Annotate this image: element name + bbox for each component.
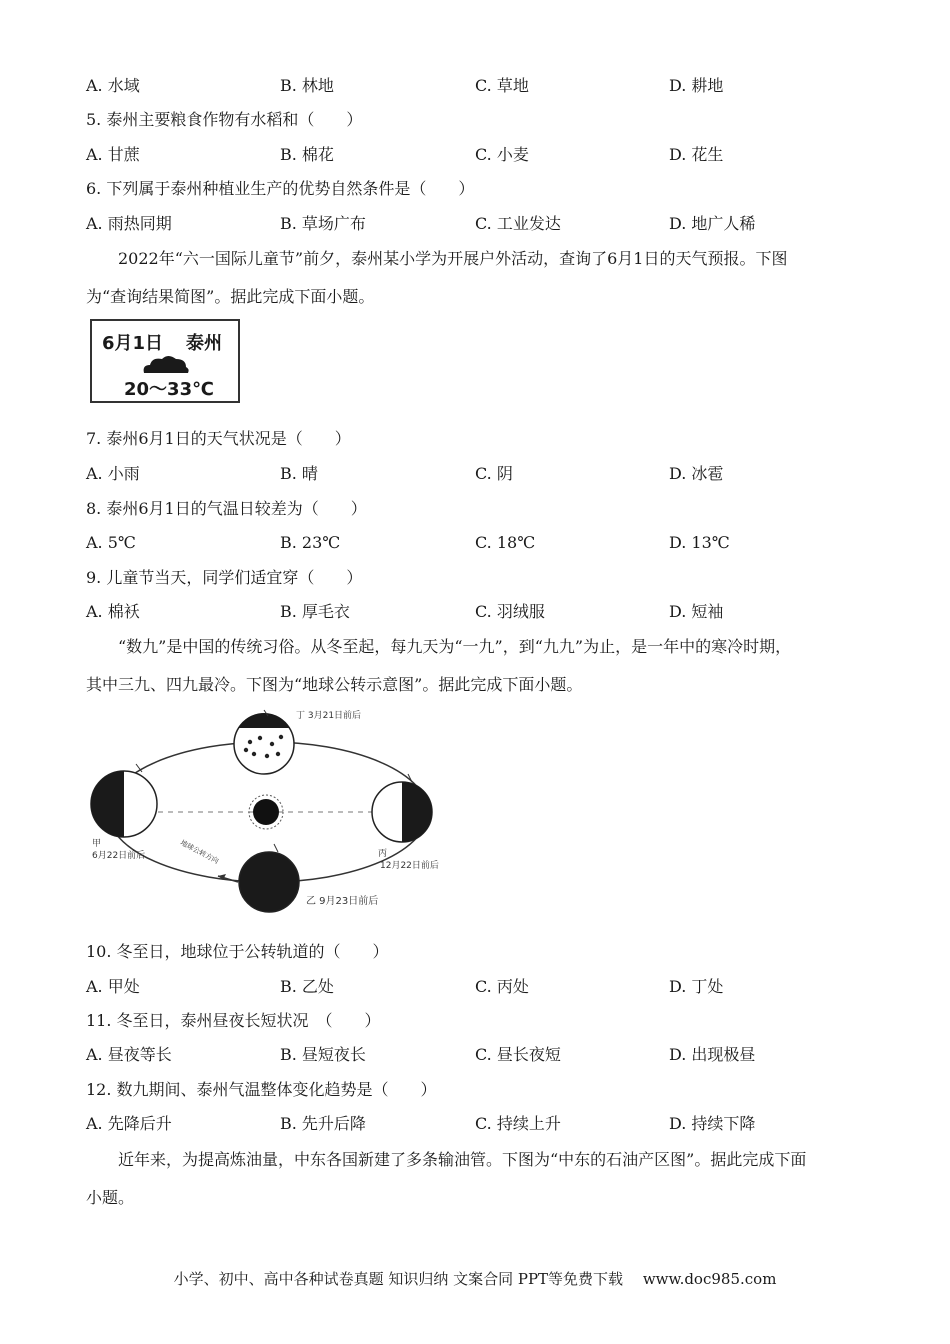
q7-option-d: D. 冰雹 [669,464,724,483]
q5-option-c: C. 小麦 [475,145,529,164]
q8-option-a: A. 5℃ [86,533,136,552]
q12-option-a: A. 先降后升 [86,1114,172,1133]
weather-city: 泰州 [186,333,222,354]
q12-option-d: D. 持续下降 [669,1114,756,1133]
weather-temperature: 20～33℃ [124,379,214,400]
label-orbit-direction: 地球公转方向 [179,838,220,866]
q6-option-d: D. 地广人稀 [669,214,756,233]
intro1-line2: 为“查询结果简图”。据此完成下面小题。 [86,287,375,306]
q7-stem: 7. 泰州6月1日的天气状况是（ ） [86,429,351,448]
q4-option-c: C. 草地 [475,76,529,95]
q10-option-d: D. 丁处 [669,977,724,996]
q7-option-c: C. 阴 [475,464,513,483]
label-yi: 乙 9月23日前后 [306,896,379,907]
q5-option-b: B. 棉花 [280,145,334,164]
q12-option-c: C. 持续上升 [475,1114,561,1133]
label-bing-date: 12月22日前后 [380,861,439,871]
q9-stem: 9. 儿童节当天，同学们适宜穿（ ） [86,568,363,587]
intro3-line1: 近年来，为提高炼油量，中东各国新建了多条输油管。下图为“中东的石油产区图”。据此完成下面 [118,1150,807,1169]
q5-stem: 5. 泰州主要粮食作物有水稻和（ ） [86,110,363,129]
q11-option-c: C. 昼长夜短 [475,1045,561,1064]
q10-option-b: B. 乙处 [280,977,334,996]
q10-option-a: A. 甲处 [86,977,140,996]
q11-option-a: A. 昼夜等长 [86,1045,172,1064]
earth-ding [234,709,361,774]
cloudy-icon [140,353,190,375]
earth-yi [239,844,378,912]
q6-option-c: C. 工业发达 [475,214,561,233]
intro2-line2: 其中三九、四九最冷。下图为“地球公转示意图”。据此完成下面小题。 [86,675,583,694]
q12-stem: 12. 数九期间、泰州气温整体变化趋势是（ ） [86,1080,437,1099]
earth-revolution-diagram [88,704,448,914]
label-ding: 丁 3月21日前后 [296,711,362,721]
q10-option-c: C. 丙处 [475,977,529,996]
q8-option-c: C. 18℃ [475,533,536,552]
q8-option-b: B. 23℃ [280,533,341,552]
label-jia-date: 6月22日前后 [92,851,146,861]
q6-option-a: A. 雨热同期 [86,214,172,233]
intro2-line1: “数九”是中国的传统习俗。从冬至起，每九天为“一九”，到“九九”为止，是一年中的寒冷时期， [118,637,792,656]
page-footer: 小学、初中、高中各种试卷真题 知识归纳 文案合同 PPT等免费下载 www.doc985.com [173,1270,777,1288]
q6-option-b: B. 草场广布 [280,214,366,233]
label-bing: 丙 [378,849,388,859]
q9-option-d: D. 短袖 [669,602,724,621]
intro3-line2: 小题。 [86,1188,135,1207]
sun-icon [253,799,279,825]
q11-option-b: B. 昼短夜长 [280,1045,366,1064]
q4-option-d: D. 耕地 [669,76,724,95]
q8-option-d: D. 13℃ [669,533,730,552]
earth-bing [372,774,439,871]
intro1-line1: 2022年“六一国际儿童节”前夕，泰州某小学为开展户外活动，查询了6月1日的天气预报。下图 [118,249,788,268]
q7-option-a: A. 小雨 [86,464,140,483]
q4-option-b: B. 林地 [280,76,334,95]
earth-jia [91,764,157,861]
q7-option-b: B. 晴 [280,464,318,483]
q11-option-d: D. 出现极昼 [669,1045,756,1064]
q10-stem: 10. 冬至日，地球位于公转轨道的（ ） [86,942,389,961]
q9-option-c: C. 羽绒服 [475,602,545,621]
weather-forecast-card [90,319,240,403]
weather-date: 6月1日 [102,333,164,354]
q12-option-b: B. 先升后降 [280,1114,366,1133]
q8-stem: 8. 泰州6月1日的气温日较差为（ ） [86,499,367,518]
q6-stem: 6. 下列属于泰州种植业生产的优势自然条件是（ ） [86,179,475,198]
label-jia: 甲 [92,839,102,849]
q9-option-b: B. 厚毛衣 [280,602,350,621]
q11-stem: 11. 冬至日，泰州昼夜长短状况 （ ） [86,1011,381,1030]
q5-option-a: A. 甘蔗 [86,145,140,164]
q9-option-a: A. 棉袄 [86,602,140,621]
q5-option-d: D. 花生 [669,145,724,164]
q4-option-a: A. 水域 [86,76,140,95]
